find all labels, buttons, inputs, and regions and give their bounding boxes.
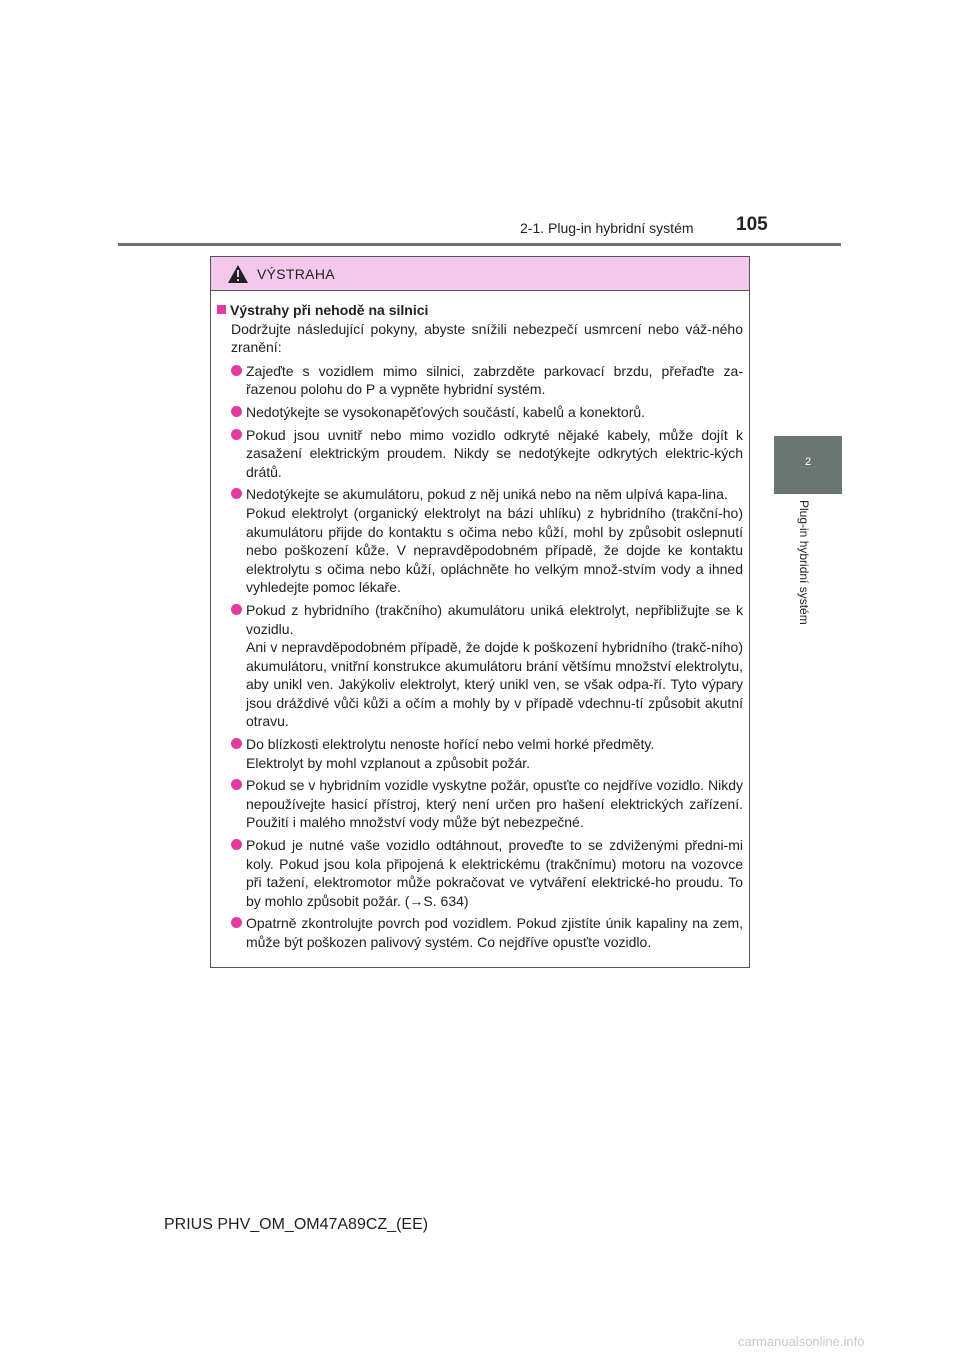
- chapter-side-label: [775, 500, 841, 660]
- footer-code: PRIUS PHV_OM_OM47A89CZ_(EE): [164, 1216, 429, 1233]
- bullet-text: [246, 914, 743, 951]
- bullet-list: [217, 362, 743, 952]
- bullet-paragraph: Zajeďte s vozidlem mimo silnici, zabrzděte parkovací brzdu, přeřaďte za-řazenou polohu do P a vypněte hybridní systém.: [246, 362, 743, 398]
- warning-intro: Dodržujte následující pokyny, abyste snížili nebezpečí usmrcení nebo váž-ného zranění:: [231, 320, 743, 356]
- round-bullet-icon: [231, 779, 242, 790]
- bullet-text: [246, 485, 743, 597]
- bullet-paragraph: Nedotýkejte se akumulátoru, pokud z něj uniká nebo na něm ulpívá kapa-lina.: [246, 486, 728, 503]
- bullet-text: [246, 362, 743, 399]
- bullet-text: [246, 403, 743, 422]
- section-title: 2-1. Plug-in hybridní systém: [520, 220, 694, 236]
- square-bullet-icon: [217, 305, 226, 314]
- bullet-item: [217, 914, 743, 951]
- bullet-text: [246, 601, 743, 731]
- bullet-paragraph: Do blízkosti elektrolytu nenoste hořící nebo velmi horké předměty.: [246, 736, 655, 753]
- bullet-text: [246, 836, 743, 910]
- chapter-label: Plug-in hybridní systém: [797, 500, 811, 625]
- watermark: carmanualsonline.info: [738, 1334, 865, 1349]
- bullet-item: [217, 403, 743, 422]
- round-bullet-icon: [231, 604, 242, 615]
- bullet-paragraph: Pokud z hybridního (trakčního) akumulátoru uniká elektrolyt, nepřibližujte se k vozidlu.: [246, 601, 743, 637]
- bullet-item: [217, 836, 743, 910]
- warning-body: [211, 291, 749, 952]
- round-bullet-icon: [231, 406, 242, 417]
- warning-triangle-icon: [227, 264, 249, 284]
- bullet-paragraph: Ani v nepravděpodobném případě, že dojde k poškození hybridního (trakč-ního) akumulátoru, vnitřní konstrukce akumulátoru brání většímu množství elektrolytu, aby unikl ven. Jakýkoliv elektrolyt, který unikl ven, se však odpa-ří. Tyto výpary jsou dráždivé vůči kůži a očím a mohly by v případě vdechnu-tí způsobit akutní otravu.: [246, 639, 743, 730]
- bullet-item: [217, 485, 743, 597]
- warning-box: [210, 256, 750, 968]
- round-bullet-icon: [231, 365, 242, 376]
- bullet-item: [217, 426, 743, 482]
- bullet-item: [217, 601, 743, 731]
- bullet-item: [217, 776, 743, 832]
- subheading-text: Výstrahy při nehodě na silnici: [230, 302, 429, 318]
- bullet-paragraph: Nedotýkejte se vysokonapěťových součástí, kabelů a konektorů.: [246, 403, 646, 420]
- round-bullet-icon: [231, 738, 242, 749]
- bullet-paragraph: Pokud jsou uvnitř nebo mimo vozidlo odkryté nějaké kabely, může dojít k zasažení elektrickým proudem. Nikdy se nedotýkejte odkrytých elektric-kých drátů.: [246, 426, 743, 480]
- bullet-paragraph: Pokud je nutné vaše vozidlo odtáhnout, proveďte to se zdviženými předni-mi koly. Pokud jsou kola připojená k elektrickému (trakčnímu) motoru na vozovce při tažení, elektromotor může pokračovat ve vytváření elektrické-ho proudu. To by mohlo způsobit požár. (→S. 634): [246, 837, 743, 909]
- page-number: 105: [736, 214, 768, 235]
- header-rule: [118, 243, 841, 246]
- bullet-paragraph: Pokud se v hybridním vozidle vyskytne požár, opusťte co nejdříve vozidlo. Nikdy nepoužívejte hasicí přístroj, který není určen pro hašení elektrických zařízení. Použití i malého množství vody může být nebezpečné.: [246, 777, 743, 831]
- bullet-item: [217, 362, 743, 399]
- round-bullet-icon: [231, 429, 242, 440]
- round-bullet-icon: [231, 917, 242, 928]
- chapter-number: 2: [804, 456, 812, 468]
- round-bullet-icon: [231, 839, 242, 850]
- warning-subheading: [217, 301, 743, 320]
- bullet-paragraph: Pokud elektrolyt (organický elektrolyt na bázi uhlíku) z hybridního (trakční-ho) akumulátoru přijde do kontaktu s očima nebo kůží, mohl by způsobit oslepnutí nebo poškození kůže. V nepravděpodobném případě, že dojde ke kontaktu elektrolytu s očima nebo kůží, opláchněte ho velkým množ-stvím vody a ihned vyhledejte pomoc lékaře.: [246, 504, 743, 596]
- chapter-tab: [774, 436, 842, 494]
- bullet-text: [246, 776, 743, 832]
- warning-title: VÝSTRAHA: [257, 265, 335, 282]
- warning-header: [211, 257, 749, 291]
- bullet-text: [246, 426, 743, 482]
- bullet-paragraph: Opatrně zkontrolujte povrch pod vozidlem. Pokud zjistíte únik kapaliny na zem, může být poškozen palivový systém. Co nejdříve opusťte vozidlo.: [246, 915, 743, 950]
- round-bullet-icon: [231, 488, 242, 499]
- bullet-paragraph: Elektrolyt by mohl vzplanout a způsobit požár.: [246, 754, 531, 771]
- bullet-item: [217, 735, 743, 772]
- bullet-text: [246, 735, 743, 772]
